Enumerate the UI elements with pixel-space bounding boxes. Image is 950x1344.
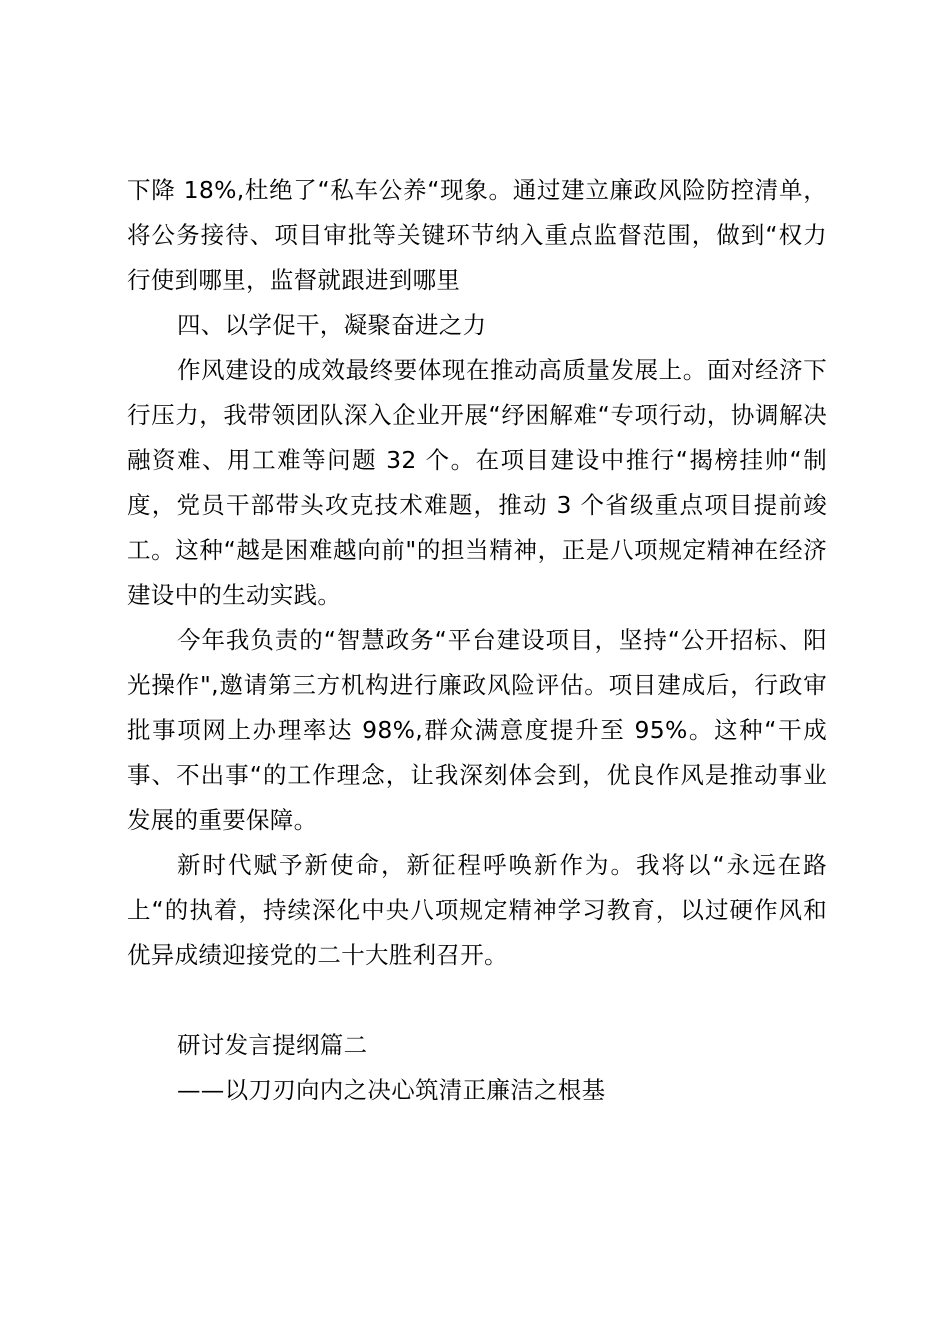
- document-body: [127, 168, 827, 1113]
- paragraph-development: 作风建设的成效最终要体现在推动高质量发展上。面对经济下行压力，我带领团队深入企业开展“纾困解难“专项行动，协调解决融资难、用工难等问题 32 个。在项目建设中推行“揭榜挂帅“制度，党员干部带头攻克技术难题，推动 3 个省级重点项目提前竣工。这种“越是困难越向前"的担当精神，正是八项规定精神在经济建设中的生动实践。: [127, 356, 827, 609]
- part2-subtitle: ——以刀刃向内之决心筑清正廉洁之根基: [177, 1076, 606, 1104]
- paragraph-continuation: 下降 18%,杜绝了“私车公养“现象。通过建立廉政风险防控清单，将公务接待、项目审批等关键环节纳入重点监督范围，做到“权力行使到哪里，监督就跟进到哪里: [127, 176, 827, 294]
- section-gap: [127, 978, 827, 1023]
- part2-title: 研讨发言提纲篇二: [177, 1031, 368, 1059]
- section-heading: 四、以学促干，凝聚奋进之力: [177, 311, 487, 339]
- paragraph-smart-government: 今年我负责的“智慧政务“平台建设项目，坚持“公开招标、阳光操作",邀请第三方机构进行廉政风险评估。项目建成后，行政审批事项网上办理率达 98%,群众满意度提升至 95%。这种“干成事、不出事“的工作理念，让我深刻体会到，优良作风是推动事业发展的重要保障。: [127, 626, 827, 834]
- paragraph-conclusion: 新时代赋予新使命，新征程呼唤新作为。我将以“永远在路上“的执着，持续深化中央八项规定精神学习教育，以过硬作风和优异成绩迎接党的二十大胜利召开。: [127, 851, 827, 969]
